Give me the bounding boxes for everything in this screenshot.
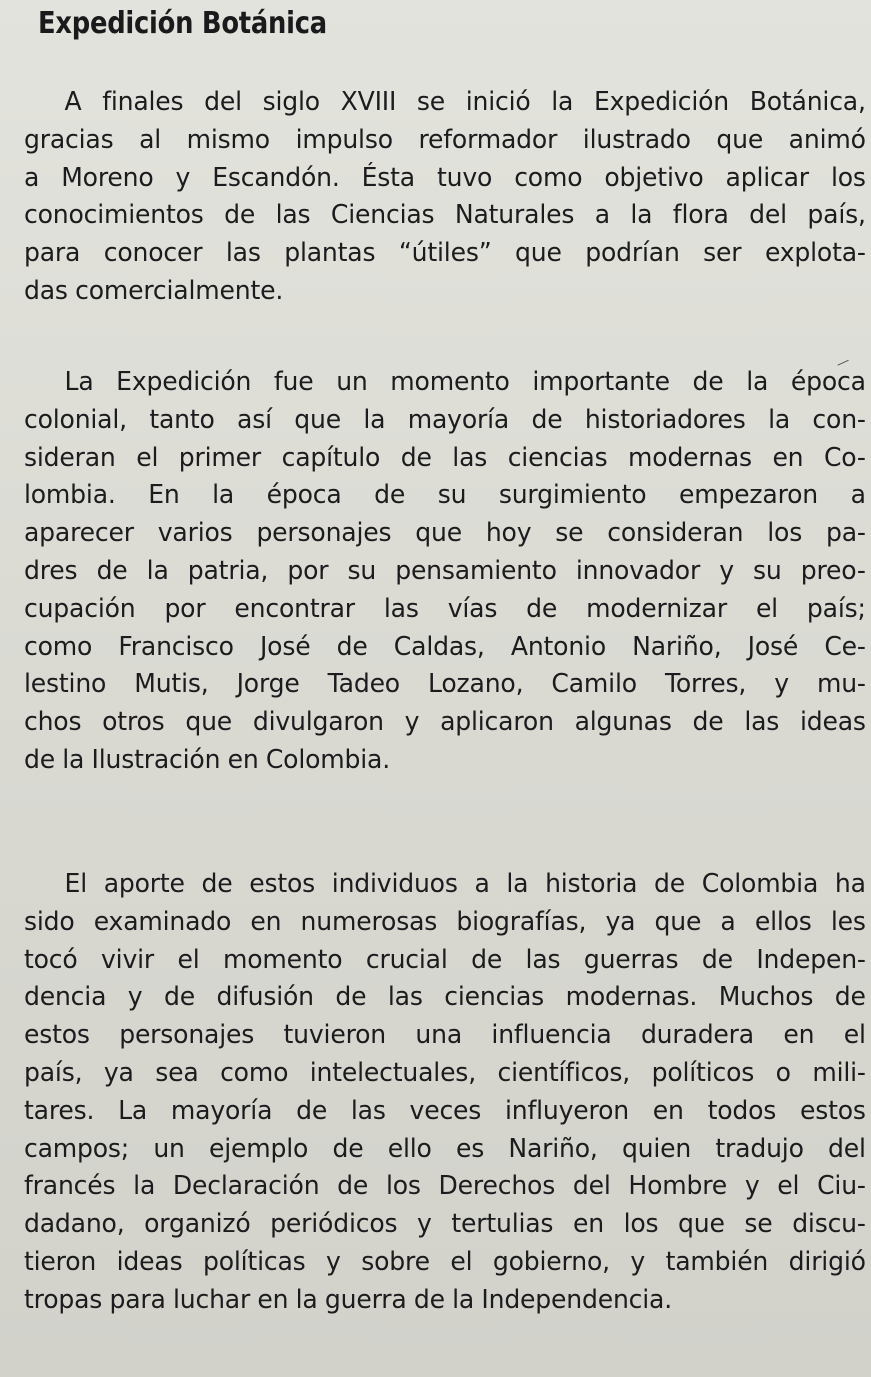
paragraph-line: dadano, organizó periódicos y tertulias en los que se discu- bbox=[24, 1209, 866, 1240]
paragraph-2 bbox=[24, 364, 866, 780]
paragraph-line: das comercialmente. bbox=[24, 275, 284, 306]
paragraph-line: de la Ilustración en Colombia. bbox=[24, 744, 391, 775]
paragraph-line: sido examinado en numerosas biografías, ya que a ellos les bbox=[24, 906, 866, 937]
paragraph-line: francés la Declaración de los Derechos del Hombre y el Ciu- bbox=[24, 1171, 866, 1202]
paragraph-line: El aporte de estos individuos a la historia de Colombia ha bbox=[64, 869, 866, 899]
paragraph-line: a Moreno y Escandón. Ésta tuvo como objetivo aplicar los bbox=[24, 162, 866, 193]
paragraph-line: como Francisco José de Caldas, Antonio Nariño, José Ce- bbox=[24, 631, 866, 662]
paragraph-line: cupación por encontrar las vías de modernizar el país; bbox=[24, 593, 866, 624]
paragraph-line: tocó vivir el momento crucial de las guerras de Indepen- bbox=[24, 944, 866, 975]
paragraph-line: chos otros que divulgaron y aplicaron algunas de las ideas bbox=[24, 707, 866, 738]
paragraph-line: tieron ideas políticas y sobre el gobierno, y también dirigió bbox=[24, 1246, 866, 1277]
paragraph-line: estos personajes tuvieron una influencia duradera en el bbox=[24, 1020, 866, 1051]
paragraph-line: colonial, tanto así que la mayoría de historiadores la con- bbox=[24, 404, 866, 435]
paragraph-3 bbox=[24, 866, 866, 1320]
paragraph-line: A finales del siglo XVIII se inició la Expedición Botánica, bbox=[64, 87, 866, 117]
paragraph-line: lombia. En la época de su surgimiento empezaron a bbox=[24, 480, 866, 511]
paragraph-1 bbox=[24, 84, 866, 311]
paragraph-line: gracias al mismo impulso reformador ilustrado que animó bbox=[24, 124, 866, 155]
paragraph-line: sideran el primer capítulo de las ciencias modernas en Co- bbox=[24, 442, 866, 473]
paragraph-line: país, ya sea como intelectuales, científicos, políticos o mili- bbox=[24, 1057, 866, 1088]
paragraph-line: campos; un ejemplo de ello es Nariño, quien tradujo del bbox=[24, 1133, 866, 1164]
paragraph-line: dencia y de difusión de las ciencias modernas. Muchos de bbox=[24, 982, 866, 1013]
section-title: Expedición Botánica bbox=[38, 6, 327, 41]
paragraph-line: aparecer varios personajes que hoy se consideran los pa- bbox=[24, 518, 866, 549]
paragraph-line: tares. La mayoría de las veces influyeron en todos estos bbox=[24, 1095, 866, 1126]
paragraph-line: La Expedición fue un momento importante de la época bbox=[64, 367, 866, 397]
paragraph-line: conocimientos de las Ciencias Naturales a la flora del país, bbox=[24, 200, 866, 231]
paragraph-line: dres de la patria, por su pensamiento innovador y su preo- bbox=[24, 555, 866, 586]
paragraph-line: para conocer las plantas “útiles” que podrían ser explota- bbox=[24, 238, 866, 269]
paragraph-line: lestino Mutis, Jorge Tadeo Lozano, Camilo Torres, y mu- bbox=[24, 669, 866, 700]
paragraph-line: tropas para luchar en la guerra de la Independencia. bbox=[24, 1284, 673, 1315]
